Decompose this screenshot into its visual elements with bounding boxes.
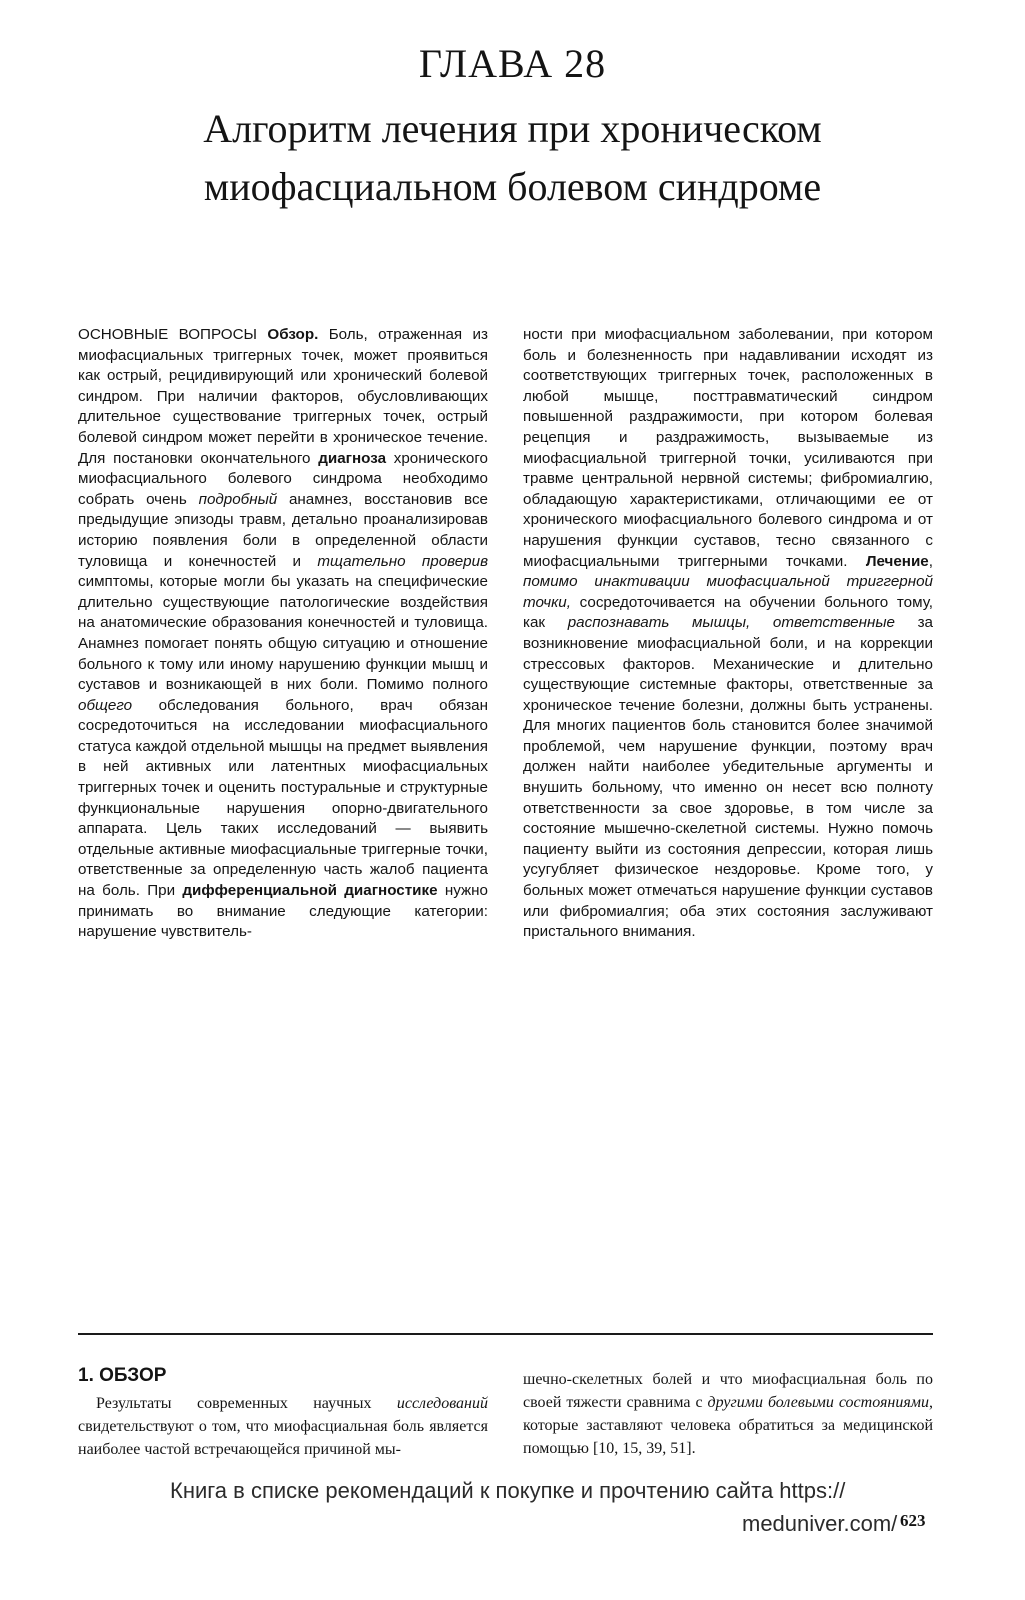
diagnosis-term: диагноза <box>318 449 387 467</box>
summary-text: симптомы, которые могли бы указать на специфические длительно существующие патологические воздействия на анатомические образования конечностей и туловища. Анамнез помогает понять общую ситуацию и отношение больного к тому или иному нарушению функции мышц и суставов и возникающей в них боли. Помимо полного <box>78 573 488 694</box>
summary-text: за возникновение миофасциальной боли, и на коррекции стрессовых факторов. Механические и длительно существующие системные факторы, ответственные за хроническое течение болезни, должны быть устранены. Для многих пациентов боль становится более значимой проблемой, чем нарушение функции, поэтому врач должен найти наиболее убедительные аргументы и внушить больному, что именно он несет всю полноту ответственности за свое здоровье, в том числе за состояние мышечно-скелетной системы. Нужно помочь пациенту выйти из состояния депрессии, которая лишь усугубляет физическое нездоровье. Кроме того, у больных может отмечаться нарушение функции суставов или фибромиалгия; оба этих состояния заслуживают пристального внимания. <box>523 614 933 941</box>
watermark-link[interactable]: meduniver.com/ <box>742 1511 898 1536</box>
summary-right-column <box>523 325 933 1225</box>
watermark-text: Книга в списке рекомендаций к покупке и прочтению сайта https:// <box>170 1478 846 1503</box>
summary-text: хронического миофасциального болевого синдрома необходимо собрать очень <box>78 449 488 508</box>
summary-text: анамнез, восстановив все предыдущие эпизоды травм, детально проанализировав историю появления боли в определенной области туловища и конечностей и <box>78 490 488 570</box>
emphasis-text: подробный <box>198 490 278 508</box>
section-heading: 1. ОБЗОР <box>78 1365 167 1386</box>
overview-text: Результаты современных научных <box>96 1395 397 1412</box>
page-number: 623 <box>900 1511 926 1530</box>
emphasis-text: тщательно проверив <box>317 552 488 570</box>
emphasis-text: общего <box>78 696 133 714</box>
summary-text: сосредоточивается на обучении больного тому, как <box>523 593 933 632</box>
summary-lead: ОСНОВНЫЕ ВОПРОСЫ <box>78 326 257 343</box>
overview-text: свидетельствуют о том, что миофасциальная боль является наиболее частой встречающейся причиной мы- <box>78 1418 488 1458</box>
summary-text: нужно принимать во внимание следующие категории: нарушение чувствитель- <box>78 882 488 941</box>
summary-text: ности при миофасциальном заболевании, при котором боль и болезненность при надавливании исходят из соответствующих триггерных точек, расположенных в любой мышце, посттравматический синдром повышенной раздражимости, при котором болевая рецепция и раздражимость, вызываемые из миофасциальной триггерной точки, усиливаются при травме центральной нервной системы; фибромиалгию, обладающую характеристиками, отличающими ее от хронического миофасциального болевого синдрома и от нарушения функции суставов, тесно связанного с миофасциальными триггерными точками. <box>523 326 933 570</box>
overview-text: , которые заставляют человека обратиться за медицинской помощью [10, 15, 39, 51]. <box>523 1394 933 1457</box>
chapter-title-line-1: Алгоритм лечения при хроническом <box>203 106 822 151</box>
chapter-title <box>40 100 985 216</box>
summary-text: обследования больного, врач обязан сосредоточиться на исследовании миофасциального статуса каждой отдельной мышцы на предмет выявления в ней активных или латентных миофасциальных триггерных точек и оценить постуральные и структурные функциональные нарушения опорно-двигательного аппарата. Цель таких исследований — выявить отдельные активные миофасциальные триггерные точки, ответственные за определенную часть жалоб пациента на боль. При <box>78 696 488 900</box>
summary-text: Боль, отраженная из миофасциальных триггерных точек, может проявиться как острый, рецидивирующий или хронический болевой синдром. При наличии факторов, обусловливающих длительное существование триггерных точек, острый болевой синдром может перейти в хроническое течение. Для постановки окончательного <box>78 326 488 467</box>
chapter-label: ГЛАВА 28 <box>418 41 607 86</box>
section-divider <box>78 1333 933 1335</box>
emphasis-text: распознавать мышцы, ответственные <box>567 614 895 632</box>
summary-left-column <box>78 325 488 1225</box>
treatment-term: Лечение <box>865 552 929 570</box>
summary-text: , <box>928 552 933 570</box>
overview-text: шечно-скелетных болей и что миофасциальная боль по своей тяжести сравнима с <box>523 1371 933 1411</box>
differential-term: дифференциальной диагностике <box>182 882 438 900</box>
overview-term: Обзор. <box>267 326 319 343</box>
overview-left-column <box>78 1392 488 1484</box>
emphasis-text: другими болевыми состояниями <box>707 1394 930 1411</box>
emphasis-text: исследований <box>396 1395 488 1412</box>
chapter-title-line-2: миофасциальном болевом синдроме <box>203 164 822 209</box>
overview-right-column <box>523 1368 933 1484</box>
emphasis-text: помимо инактивации миофасциальной триггерной точки, <box>523 573 933 611</box>
